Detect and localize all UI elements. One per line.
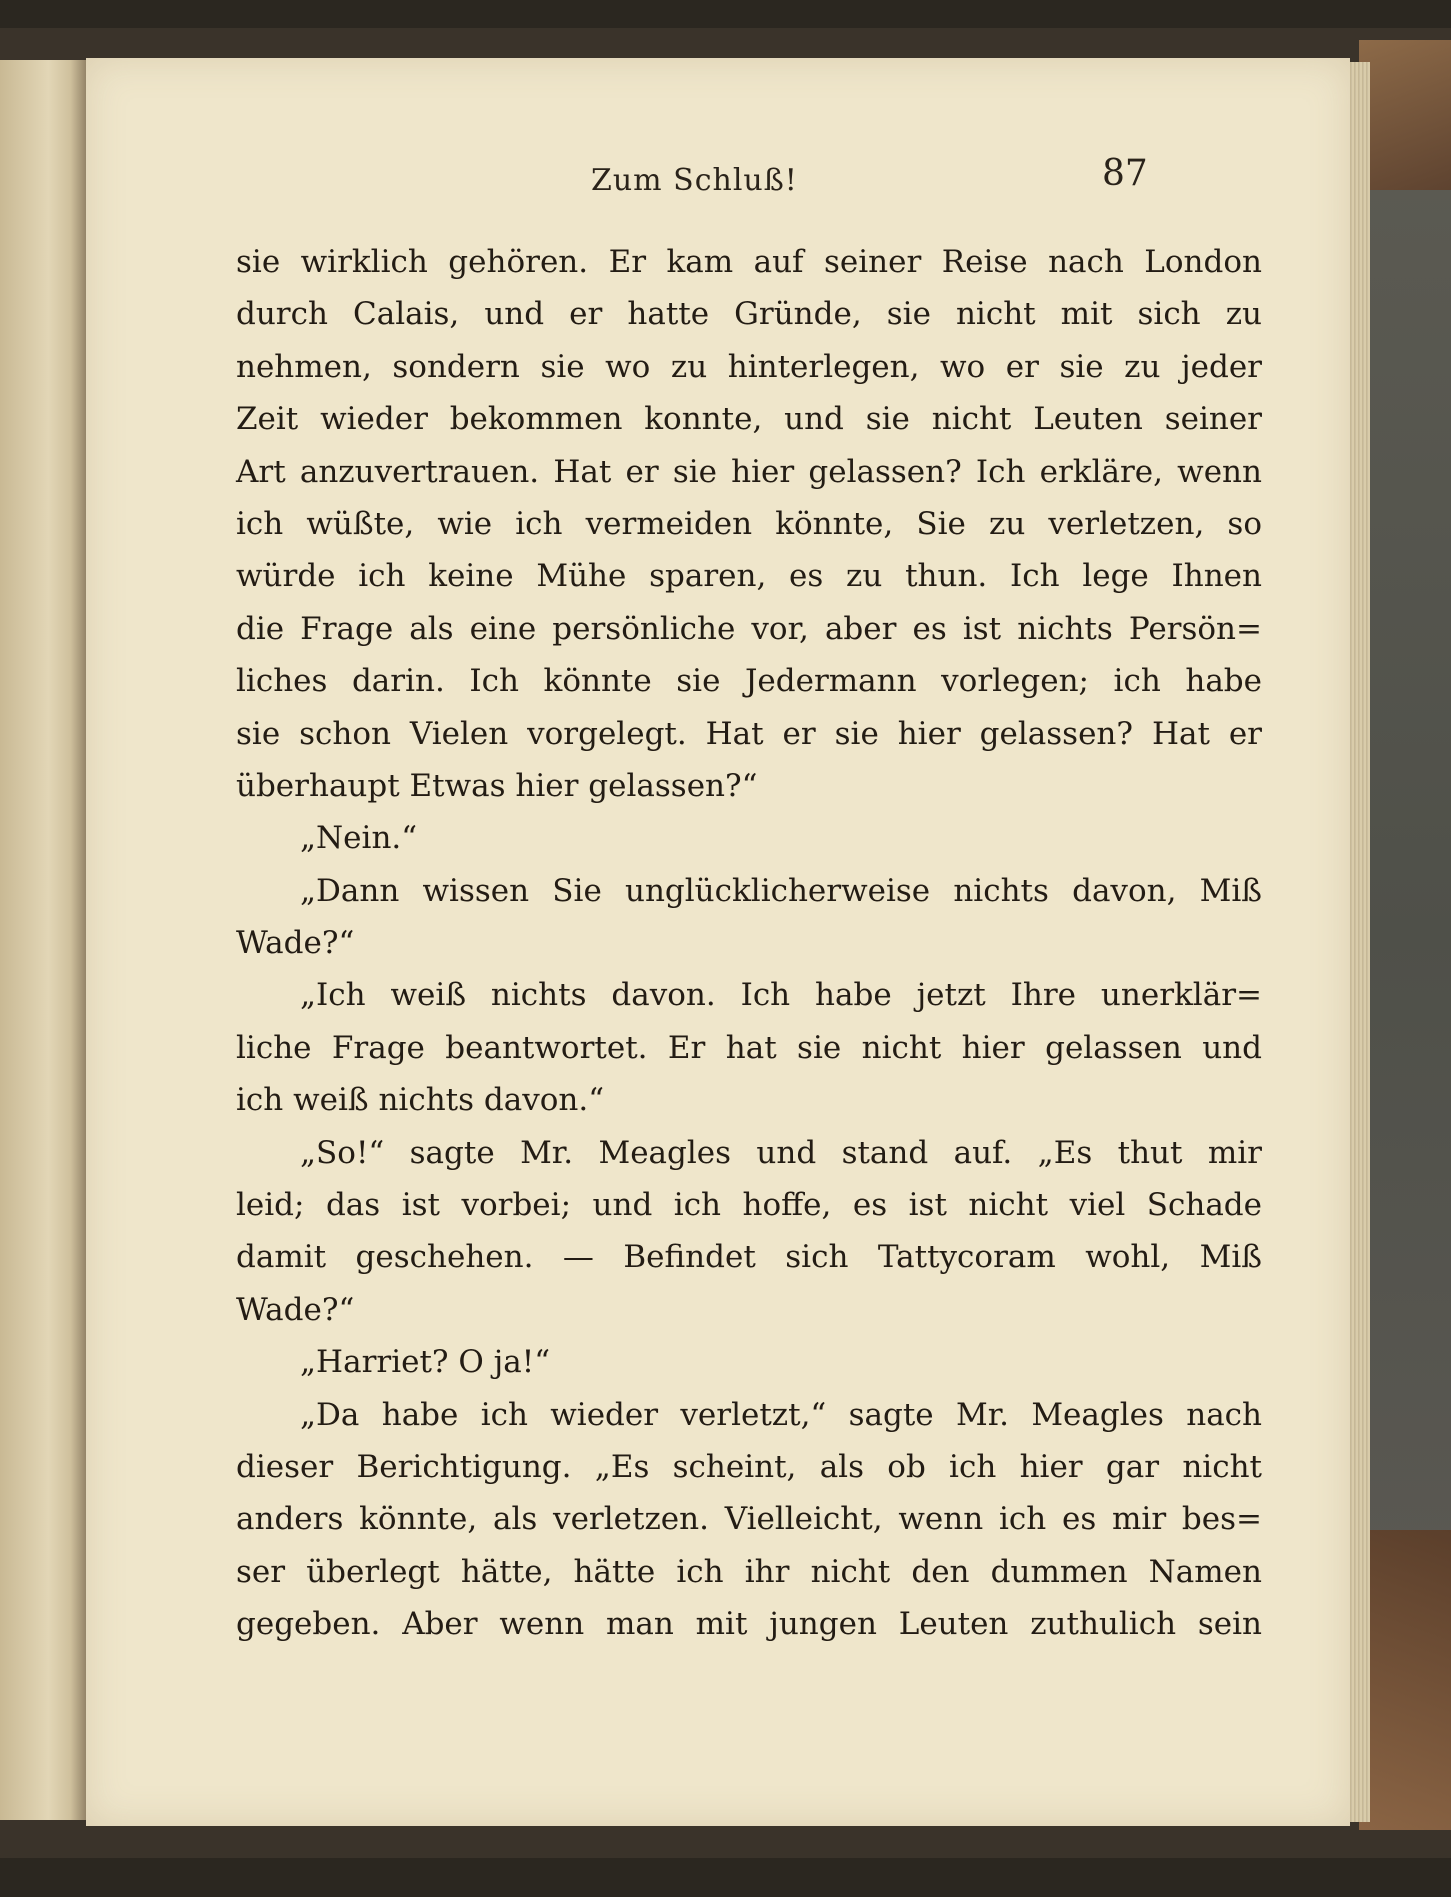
text-line: ser überlegt hätte, hätte ich ihr nicht den dummen Namen	[236, 1553, 1262, 1590]
text-line: gegeben. Aber wenn man mit jungen Leuten zuthulich sein	[236, 1606, 1262, 1643]
text-line: ich wüßte, wie ich vermeiden könnte, Sie zu verletzen, so	[236, 505, 1262, 542]
text-line: liche Frage beantwortet. Er hat sie nicht hier gelassen und	[236, 1029, 1262, 1066]
text-line: dieser Berichtigung. „Es scheint, als ob ich hier gar nicht	[236, 1448, 1262, 1485]
text-line: anders könnte, als verletzen. Vielleicht, wenn ich es mir bes=	[236, 1501, 1262, 1538]
text-line: nehmen, sondern sie wo zu hinterlegen, wo er sie zu jeder	[236, 348, 1262, 385]
text-line: „Dann wissen Sie unglücklicherweise nichts davon, Miß	[300, 872, 1262, 909]
text-line: Wade?“	[236, 1291, 355, 1328]
text-line: „Da habe ich wieder verletzt,“ sagte Mr. Meagles nach	[300, 1396, 1262, 1433]
text-line: „Harriet? O ja!“	[300, 1344, 551, 1381]
leather-corner-bottom	[1359, 1530, 1451, 1830]
running-title: Zum Schluß!	[591, 163, 798, 198]
text-line: Art anzuvertrauen. Hat er sie hier gelassen? Ich erkläre, wenn	[236, 453, 1262, 490]
text-line: „Ich weiß nichts davon. Ich habe jetzt Ihre unerklär=	[300, 977, 1262, 1014]
book-page	[86, 58, 1350, 1826]
running-head	[86, 153, 1350, 213]
text-line: Zeit wieder bekommen konnte, und sie nicht Leuten seiner	[236, 401, 1262, 438]
text-line: „Nein.“	[300, 820, 418, 857]
page-number: 87	[1102, 153, 1148, 194]
text-line: ich weiß nichts davon.“	[236, 1082, 605, 1119]
text-line: damit geschehen. — Befindet sich Tattycoram wohl, Miß	[236, 1239, 1262, 1276]
page-edges-stack	[1348, 62, 1370, 1822]
text-line: liches darin. Ich könnte sie Jedermann vorlegen; ich habe	[236, 663, 1262, 700]
text-line: sie schon Vielen vorgelegt. Hat er sie hier gelassen? Hat er	[236, 715, 1262, 752]
text-line: würde ich keine Mühe sparen, es zu thun. Ich lege Ihnen	[236, 558, 1262, 595]
text-line: leid; das ist vorbei; und ich hoffe, es ist nicht viel Schade	[236, 1187, 1262, 1224]
text-line: Wade?“	[236, 925, 355, 962]
leather-corner-top	[1359, 40, 1451, 190]
body-text	[236, 236, 1262, 1651]
text-line: die Frage als eine persönliche vor, aber es ist nichts Persön=	[236, 610, 1262, 647]
right-book-cover	[1359, 40, 1451, 1830]
text-line: überhaupt Etwas hier gelassen?“	[236, 767, 758, 804]
text-line: „So!“ sagte Mr. Meagles und stand auf. „Es thut mir	[300, 1134, 1262, 1171]
left-facing-page-edge	[0, 60, 88, 1820]
text-line: sie wirklich gehören. Er kam auf seiner Reise nach London	[236, 244, 1262, 280]
text-line: durch Calais, und er hatte Gründe, sie nicht mit sich zu	[236, 296, 1262, 333]
